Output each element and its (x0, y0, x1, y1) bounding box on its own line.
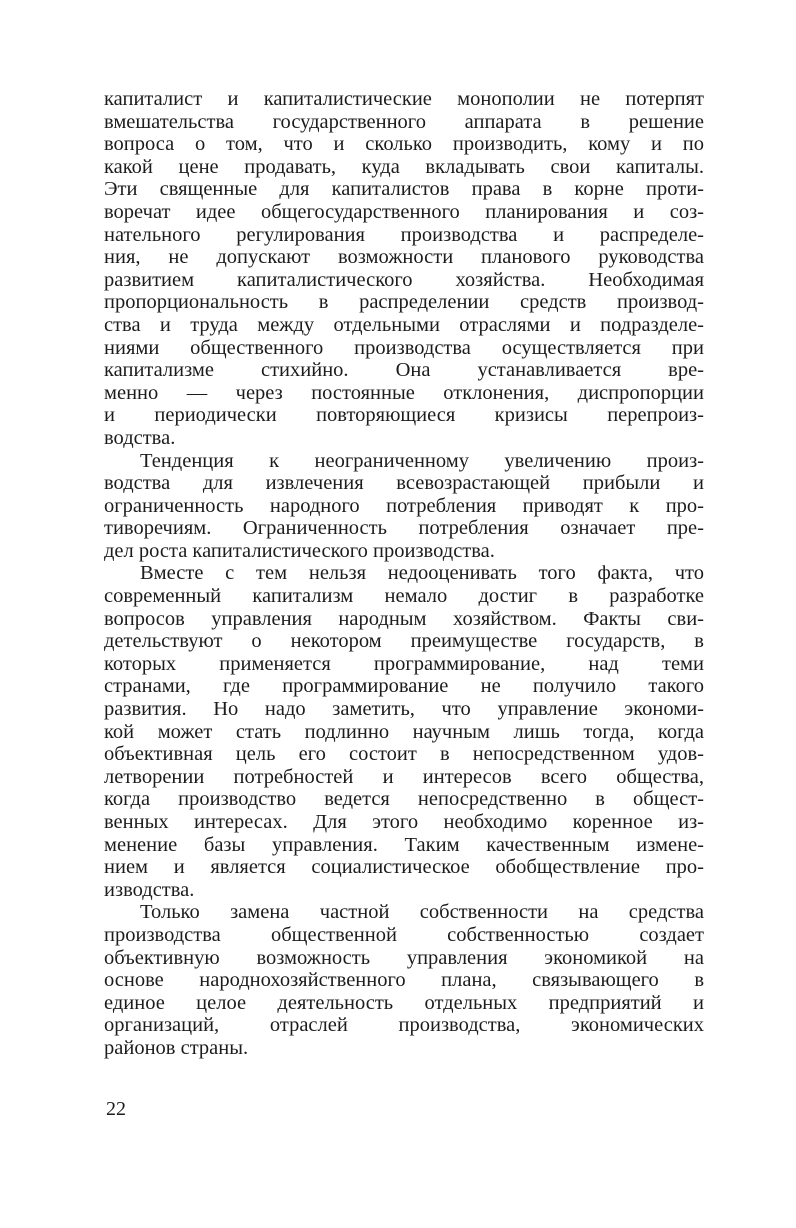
text-line: ния, не допускают возможности планового руководства (104, 246, 704, 269)
text-line: развития. Но надо заметить, что управление экономи- (104, 698, 704, 721)
text-line: детельствуют о некотором преимуществе государств, в (104, 630, 704, 653)
text-line: капиталист и капиталистические монополии не потерпят (104, 88, 704, 110)
text-line: водства. (104, 426, 176, 449)
text-line: изводства. (104, 878, 195, 901)
text-line: вопросов управления народным хозяйством. Факты сви- (104, 607, 704, 630)
text-line: вмешательства государственного аппарата в решение (104, 110, 704, 133)
text-line: воречат идее общегосударственного планирования и соз- (104, 200, 704, 223)
page-number: 22 (106, 1098, 126, 1120)
body-text (104, 88, 704, 1060)
text-line: ограниченность народного потребления приводят к про- (104, 494, 704, 517)
text-line: когда производство ведется непосредственно в общест- (104, 788, 704, 811)
text-line: современный капитализм немало достиг в разработке (104, 585, 704, 608)
text-line: венных интересах. Для этого необходимо коренное из- (104, 811, 704, 833)
text-line: летворении потребностей и интересов всего общества, (104, 765, 704, 788)
text-line: единое целое деятельность отдельных предприятий и (104, 991, 704, 1014)
text-line: кой может стать подлинно научным лишь тогда, когда (104, 720, 704, 743)
text-line: объективную возможность управления экономикой на (104, 946, 704, 969)
text-line: какой цене продавать, куда вкладывать свои капиталы. (104, 155, 704, 178)
text-line: которых применяется программирование, над теми (104, 652, 704, 675)
text-line: развитием капиталистического хозяйства. Необходимая (104, 268, 704, 291)
text-line: ниями общественного производства осуществляется при (104, 336, 704, 359)
text-line: вопроса о том, что и сколько производить, кому и по (104, 133, 704, 156)
text-line: Тенденция к неограниченному увеличению произ- (140, 449, 704, 472)
text-line: нием и является социалистическое обобществление про- (104, 856, 704, 879)
text-line: нательного регулирования производства и распределе- (104, 223, 704, 246)
text-line: основе народнохозяйственного плана, связывающего в (104, 969, 704, 992)
text-line: менение базы управления. Таким качественным измене- (104, 833, 704, 856)
text-line: производства общественной собственностью создает (104, 923, 704, 946)
text-line: странами, где программирование не получило такого (104, 675, 704, 698)
text-line: пропорциональность в распределении средств производ- (104, 291, 704, 314)
text-line: объективная цель его состоит в непосредственном удов- (104, 743, 704, 766)
text-line: Эти священные для капиталистов права в корне проти- (104, 178, 704, 201)
text-line: дел роста капиталистического производства. (104, 539, 495, 562)
text-line: и периодически повторяющиеся кризисы перепроиз- (104, 404, 704, 427)
text-line: Только замена частной собственности на средства (140, 901, 704, 924)
text-line: менно — через постоянные отклонения, диспропорции (104, 381, 704, 404)
text-line: Вместе с тем нельзя недооценивать того факта, что (140, 562, 704, 585)
text-line: тиворечиям. Ограниченность потребления означает пре- (104, 517, 704, 540)
text-line: капитализме стихийно. Она устанавливается вре- (104, 359, 704, 382)
text-line: организаций, отраслей производства, экономических (104, 1014, 704, 1037)
text-line: ства и труда между отдельными отраслями и подразделе- (104, 313, 704, 336)
text-line: водства для извлечения всевозрастающей прибыли и (104, 472, 704, 495)
text-line: районов страны. (104, 1036, 249, 1059)
